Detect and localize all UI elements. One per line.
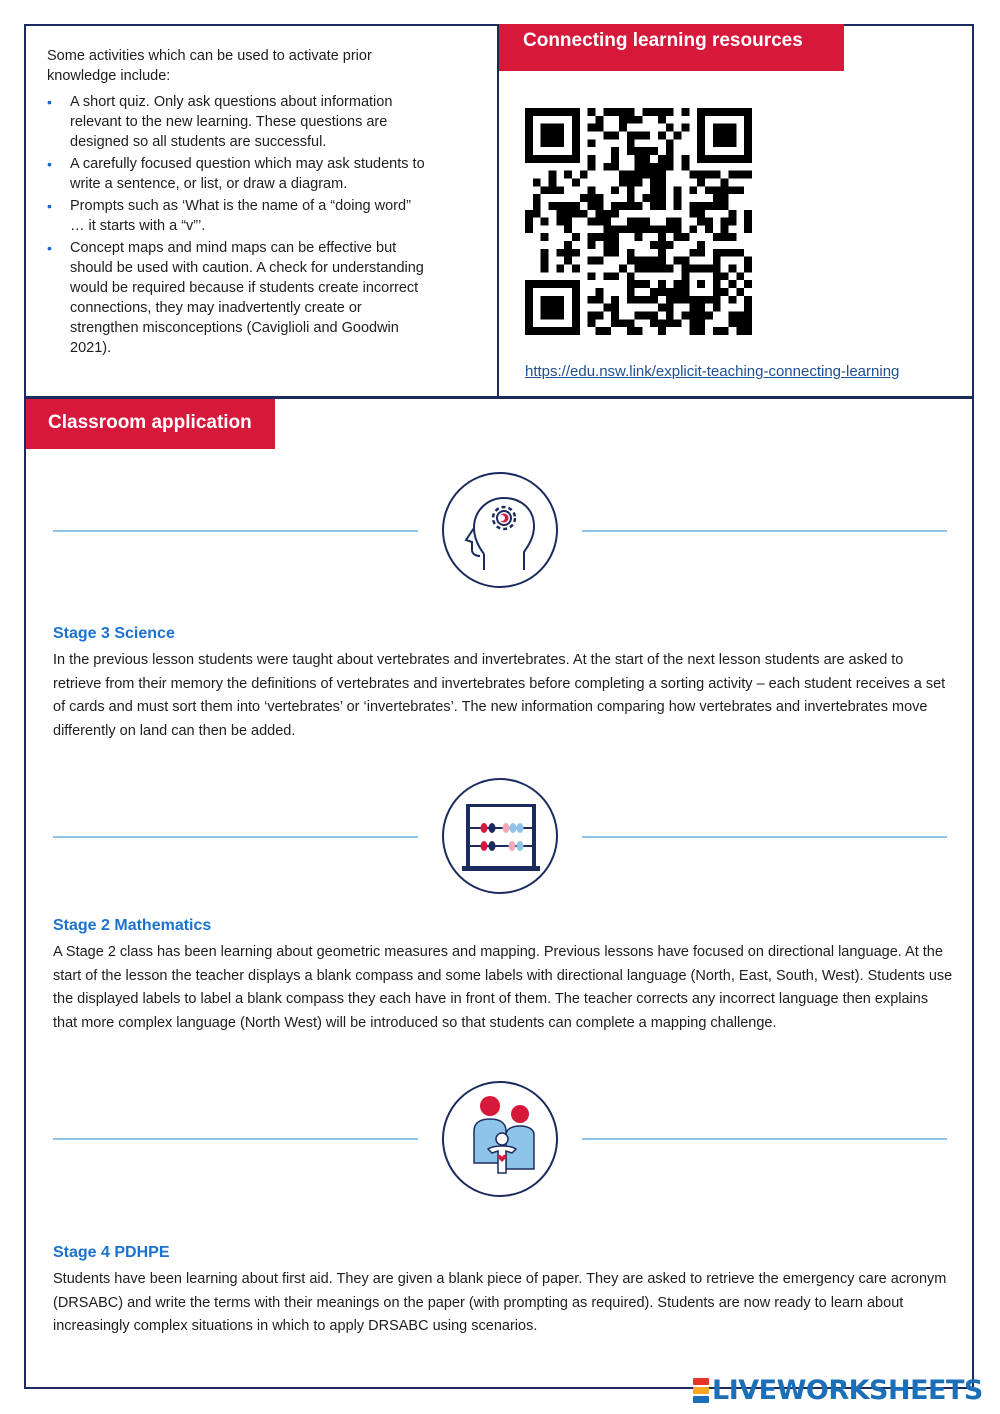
logo-mark-icon: [693, 1377, 709, 1404]
abacus-icon: [442, 778, 558, 894]
list-item: [47, 238, 427, 358]
bullet-text: A carefully focused question which may ask students to write a sentence, or list, or draw a diagram.: [70, 156, 425, 192]
divider-line-left: [53, 1138, 418, 1140]
divider-line-right: [582, 836, 947, 838]
stage-3-body: In the previous lesson students were taught about vertebrates and invertebrates. At the start of the next lesson students are asked to retrieve from their memory the definitions of vertebrates and invertebrates before completing a sorting activity – each student receives a set of cards and must sort them into ‘vertebrates’ or ‘invertebrates’. The new information comparing how vertebrates and invertebrates move differently on land can then be added.: [53, 652, 946, 739]
bullet-icon: •: [47, 156, 52, 172]
bullet-icon: •: [47, 94, 52, 110]
head-gear-icon: [442, 472, 558, 588]
resources-link[interactable]: https://edu.nsw.link/explicit-teaching-connecting-learning: [525, 363, 900, 380]
bullet-text: A short quiz. Only ask questions about information relevant to the new learning. These questions are designed so all students are successful.: [70, 94, 393, 150]
list-item: [47, 154, 427, 194]
bullet-icon: •: [47, 198, 52, 214]
divider-line-left: [53, 836, 418, 838]
panel-divider: [497, 24, 499, 398]
list-item: [47, 196, 427, 236]
intro-block: [47, 46, 427, 360]
qr-code[interactable]: [525, 108, 752, 335]
intro-bullet-list: [47, 92, 427, 358]
stage-3-title: Stage 3 Science: [53, 625, 175, 642]
list-item: [47, 92, 427, 152]
bullet-text: Prompts such as ‘What is the name of a “doing word” … it starts with a “v”’.: [70, 198, 411, 234]
liveworksheets-logo[interactable]: [693, 1374, 983, 1406]
bullet-text: Concept maps and mind maps can be effective but should be used with caution. A check for understanding would be required because if students create incorrect connections, they may inadvertently create or strengthen misconceptions (Caviglioli and Goodwin 2021).: [70, 240, 424, 356]
family-care-icon: [442, 1081, 558, 1197]
stage-2-title: Stage 2 Mathematics: [53, 917, 212, 934]
divider-line-right: [582, 1138, 947, 1140]
resources-heading: Connecting learning resources: [499, 24, 844, 71]
divider-line-right: [582, 530, 947, 532]
stage-2-body: A Stage 2 class has been learning about geometric measures and mapping. Previous lessons have focused on directional language. At the start of the lesson the teacher displays a blank compass and some labels with directional language (North, East, South, West). Students use the displayed labels to label a blank compass they each have in front of them. The teacher corrects any incorrect language then explains that more complex language (North West) will be introduced so that students can complete a mapping challenge.: [53, 944, 953, 1031]
classroom-heading: Classroom application: [26, 399, 275, 449]
intro-lead: Some activities which can be used to activate prior knowledge include:: [47, 48, 372, 84]
brand-name: LIVEWORKSHEETS: [712, 1374, 983, 1406]
bullet-icon: •: [47, 240, 52, 256]
divider-line-left: [53, 530, 418, 532]
stage-4-title: Stage 4 PDHPE: [53, 1244, 170, 1261]
stage-4-body: Students have been learning about first aid. They are given a blank piece of paper. They are asked to retrieve the emergency care acronym (DRSABC) and write the terms with their meanings on the paper (with prompting as required). Students are now ready to learn about increasingly complex situations in which to apply DRSABC using scenarios.: [53, 1271, 947, 1334]
